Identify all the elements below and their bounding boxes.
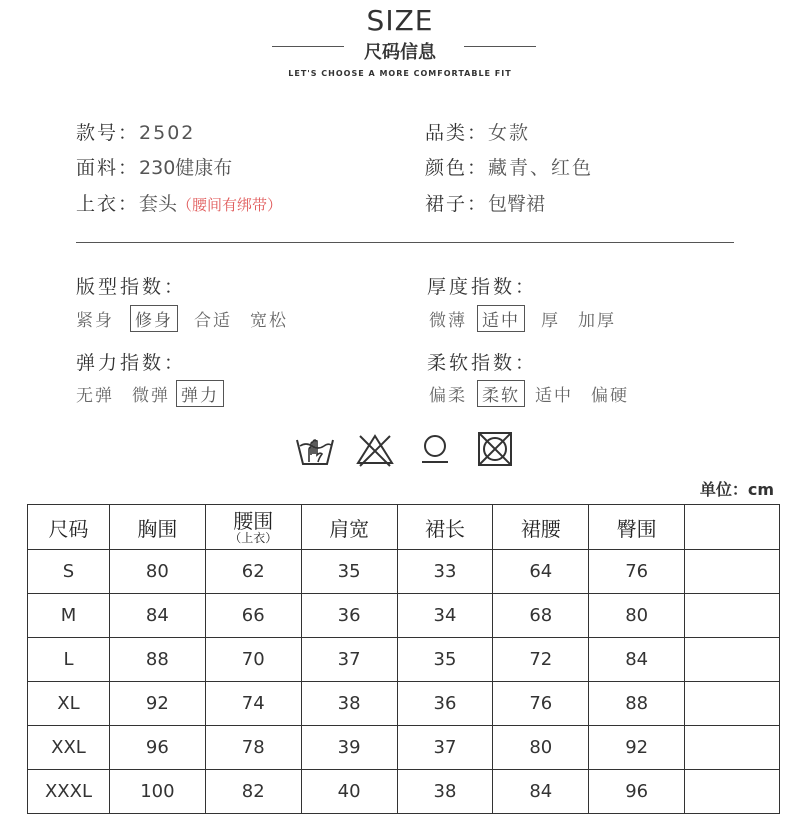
header-shoulder: 肩宽 (301, 505, 397, 550)
measure-cell: 35 (301, 550, 397, 594)
table-row (28, 550, 780, 594)
fit-option-selected: 修身 (130, 305, 178, 332)
measure-cell (685, 638, 780, 682)
style-number-row (76, 118, 195, 145)
thickness-option: 微薄 (429, 311, 467, 331)
header-bust: 胸围 (109, 505, 205, 550)
measure-cell: 70 (205, 638, 301, 682)
measure-cell: 76 (493, 682, 589, 726)
measure-cell (685, 726, 780, 770)
header-empty (685, 505, 780, 550)
measure-cell: 38 (301, 682, 397, 726)
measure-cell: 96 (109, 726, 205, 770)
softness-option-selected: 柔软 (477, 380, 525, 407)
measure-cell: 92 (589, 726, 685, 770)
elasticity-index-title: 弹力指数： (76, 352, 187, 374)
measure-cell: 39 (301, 726, 397, 770)
size-cell: L (28, 638, 110, 682)
size-cell: S (28, 550, 110, 594)
measure-cell: 88 (589, 682, 685, 726)
measure-cell: 33 (397, 550, 493, 594)
size-cell: XL (28, 682, 110, 726)
softness-option: 适中 (535, 386, 573, 406)
top-value: 套头 (139, 193, 178, 215)
measure-cell: 88 (109, 638, 205, 682)
measure-cell: 36 (301, 594, 397, 638)
header-waist-sub: （上衣） (229, 531, 278, 545)
thickness-index-title: 厚度指数： (427, 276, 538, 298)
iron-icon (414, 428, 456, 470)
size-subtitle: 尺码信息 (364, 42, 436, 63)
measure-cell: 72 (493, 638, 589, 682)
hand-wash-icon (294, 428, 336, 470)
measure-cell: 40 (301, 770, 397, 814)
elasticity-index-options (74, 380, 224, 407)
elasticity-option-selected: 弹力 (176, 380, 224, 407)
thickness-option: 厚 (541, 311, 560, 331)
fit-option: 紧身 (76, 311, 114, 331)
fit-option: 宽松 (250, 311, 288, 331)
category-value: 女款 (488, 122, 531, 144)
thickness-option: 加厚 (578, 311, 616, 331)
unit-label: 单位：cm (699, 480, 774, 499)
header-waist (205, 505, 301, 550)
softness-option: 偏柔 (429, 386, 467, 406)
measure-cell (685, 682, 780, 726)
softness-index-title: 柔软指数： (427, 352, 538, 374)
fabric-row (76, 153, 232, 180)
softness-option: 偏硬 (591, 386, 629, 406)
measure-cell (685, 594, 780, 638)
table-row (28, 726, 780, 770)
skirt-label: 裙子： (425, 193, 489, 215)
do-not-bleach-icon (354, 428, 396, 470)
top-note: （腰间有绑带） (177, 196, 283, 214)
measure-cell: 34 (397, 594, 493, 638)
size-cell: M (28, 594, 110, 638)
skirt-value: 包臀裙 (488, 193, 546, 215)
title-right-rule (464, 46, 536, 47)
measure-cell: 80 (493, 726, 589, 770)
fit-option: 合适 (194, 311, 232, 331)
top-label: 上衣： (76, 193, 140, 215)
measure-cell: 66 (205, 594, 301, 638)
measure-cell: 37 (301, 638, 397, 682)
measure-cell: 100 (109, 770, 205, 814)
measure-cell: 38 (397, 770, 493, 814)
category-row (425, 118, 530, 145)
fabric-value: 230健康布 (139, 157, 233, 179)
measure-cell: 84 (493, 770, 589, 814)
measure-cell: 35 (397, 638, 493, 682)
measure-cell: 37 (397, 726, 493, 770)
color-row (425, 153, 593, 180)
measure-cell: 84 (589, 638, 685, 682)
measure-cell: 64 (493, 550, 589, 594)
thickness-option-selected: 适中 (477, 305, 525, 332)
care-icons (294, 428, 516, 470)
style-number-value: 2502 (139, 122, 196, 144)
measure-cell: 78 (205, 726, 301, 770)
measure-cell: 76 (589, 550, 685, 594)
header-hip: 臀围 (589, 505, 685, 550)
measure-cell: 36 (397, 682, 493, 726)
tagline: LET'S CHOOSE A MORE COMFORTABLE FIT (288, 69, 512, 78)
measure-cell: 92 (109, 682, 205, 726)
measure-cell: 82 (205, 770, 301, 814)
measure-cell: 62 (205, 550, 301, 594)
measure-cell: 84 (109, 594, 205, 638)
measure-cell (685, 770, 780, 814)
skirt-row (425, 189, 545, 216)
thickness-index-options (427, 305, 618, 332)
fit-index-title: 版型指数： (76, 276, 187, 298)
header-skirt-length: 裙长 (397, 505, 493, 550)
measure-cell: 80 (109, 550, 205, 594)
top-row (76, 189, 282, 216)
fabric-label: 面料： (76, 157, 140, 179)
color-label: 颜色： (425, 157, 489, 179)
size-table (27, 504, 780, 814)
measure-cell (685, 550, 780, 594)
table-row (28, 682, 780, 726)
color-value: 藏青、红色 (488, 157, 594, 179)
measure-cell: 96 (589, 770, 685, 814)
size-cell: XXXL (28, 770, 110, 814)
elasticity-option: 无弹 (76, 386, 114, 406)
table-row (28, 638, 780, 682)
measure-cell: 74 (205, 682, 301, 726)
table-row (28, 770, 780, 814)
style-number-label: 款号： (76, 122, 140, 144)
softness-index-options (427, 380, 631, 407)
measure-cell: 68 (493, 594, 589, 638)
measure-cell: 80 (589, 594, 685, 638)
category-label: 品类： (425, 122, 489, 144)
size-cell: XXL (28, 726, 110, 770)
header-skirt-waist: 裙腰 (493, 505, 589, 550)
table-row (28, 594, 780, 638)
elasticity-option: 微弹 (132, 386, 170, 406)
fit-index-options (74, 305, 290, 332)
header-size: 尺码 (28, 505, 110, 550)
section-divider (76, 242, 734, 243)
size-title: SIZE (366, 4, 434, 37)
header-waist-main: 腰围 (233, 509, 274, 533)
do-not-tumble-dry-icon (474, 428, 516, 470)
table-header-row (28, 505, 780, 550)
